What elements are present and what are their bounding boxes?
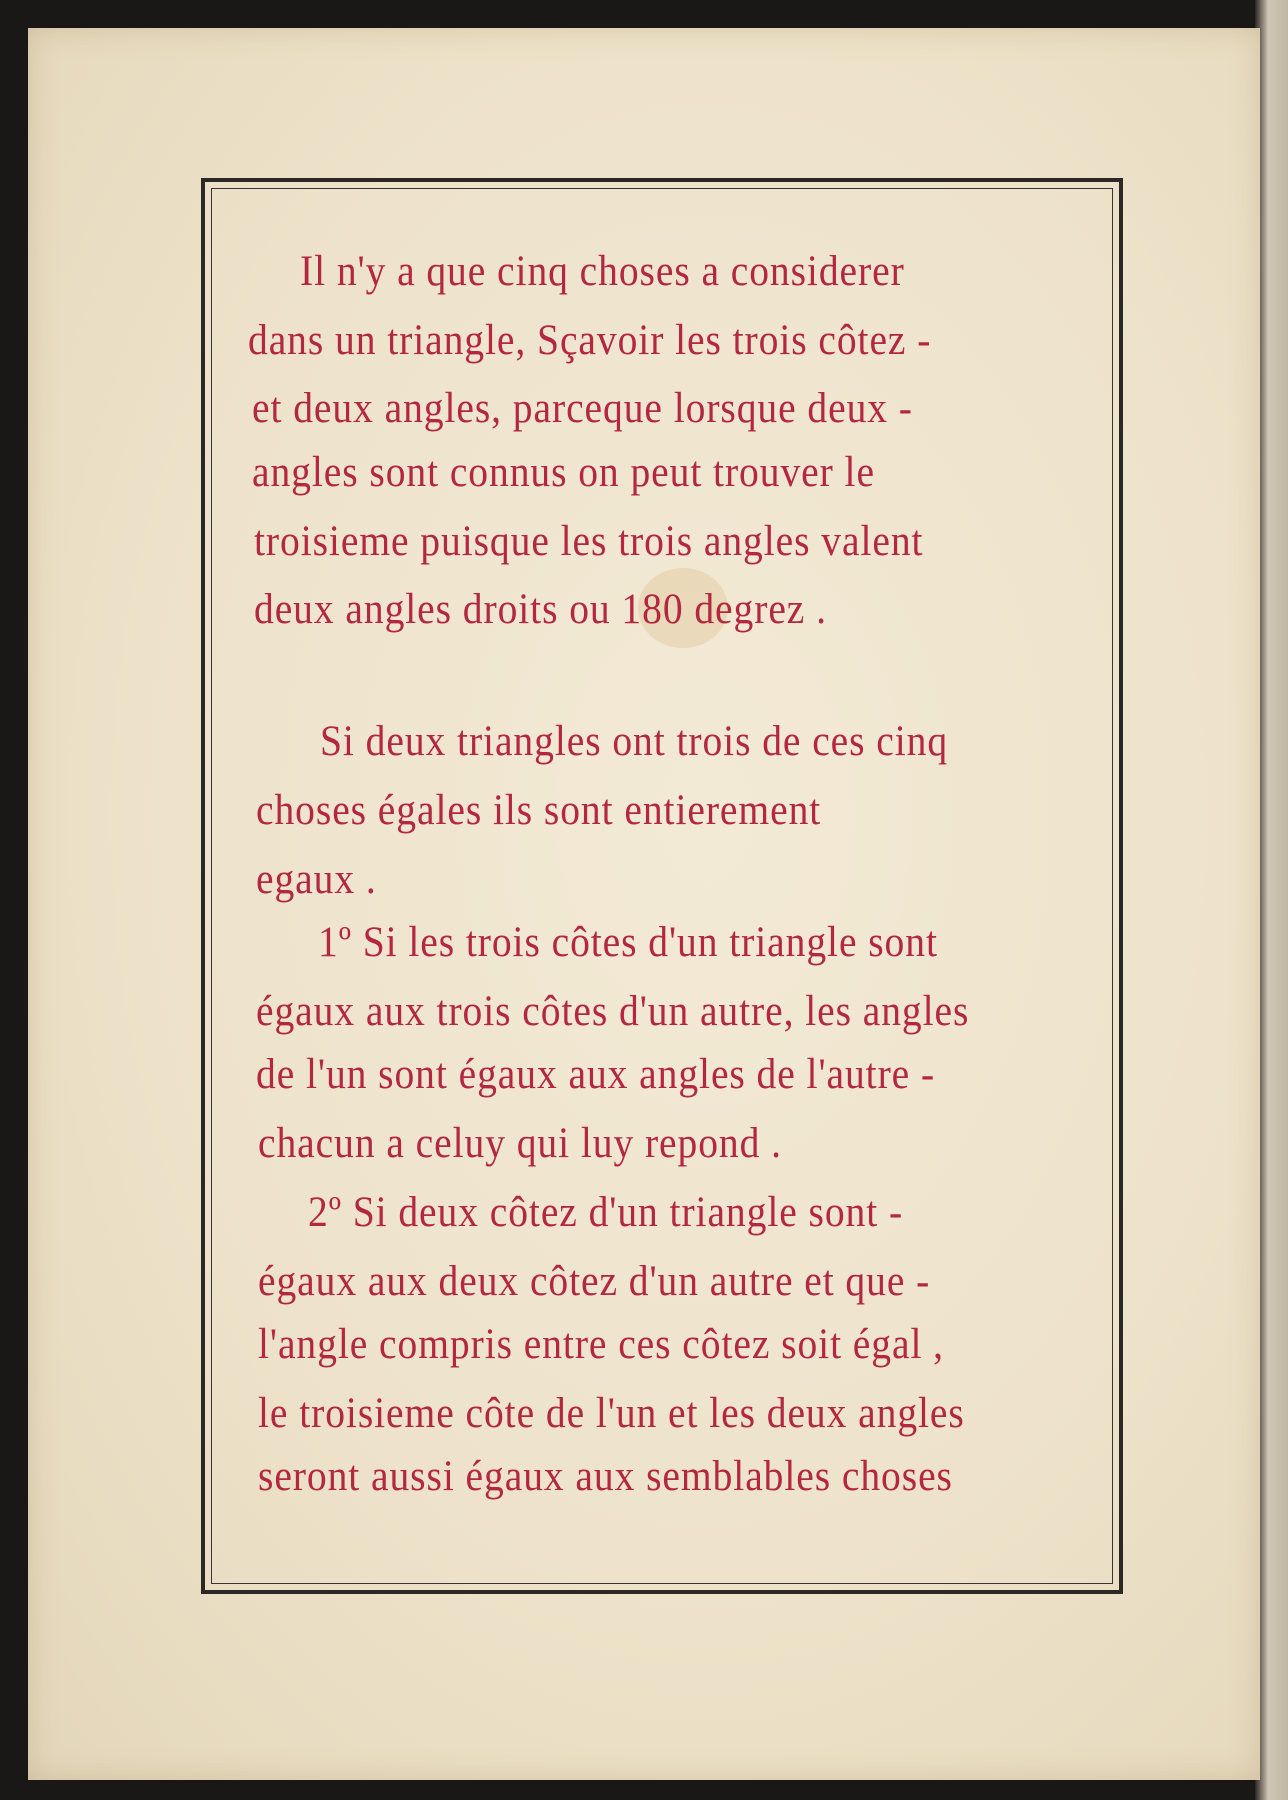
manuscript-line: choses égales ils sont entierement [256,787,822,834]
manuscript-line: chacun a celuy qui luy repond . [258,1120,782,1167]
manuscript-line: seront aussi égaux aux semblables choses [258,1453,953,1500]
manuscript-line: égaux aux trois côtes d'un autre, les angles [256,988,970,1035]
manuscript-line: l'angle compris entre ces côtez soit égal , [258,1321,944,1368]
manuscript-line: de l'un sont égaux aux angles de l'autre - [256,1051,936,1098]
manuscript-line: troisieme puisque les trois angles valent [254,518,924,565]
manuscript-line: égaux aux deux côtez d'un autre et que - [258,1258,931,1305]
manuscript-line: et deux angles, parceque lorsque deux - [252,385,913,432]
manuscript-line: 1º Si les trois côtes d'un triangle sont [318,919,938,966]
manuscript-line: le troisieme côte de l'un et les deux angles [258,1390,965,1437]
manuscript-line: dans un triangle, Sçavoir les trois côtez - [248,317,932,364]
manuscript-line: Il n'y a que cinq choses a considerer [300,248,905,295]
manuscript-line: deux angles droits ou 180 degrez . [254,586,827,633]
manuscript-line: Si deux triangles ont trois de ces cinq [320,718,949,765]
manuscript-line: egaux . [256,856,377,903]
manuscript-line: 2º Si deux côtez d'un triangle sont - [308,1189,904,1236]
manuscript-line: angles sont connus on peut trouver le [252,449,875,496]
